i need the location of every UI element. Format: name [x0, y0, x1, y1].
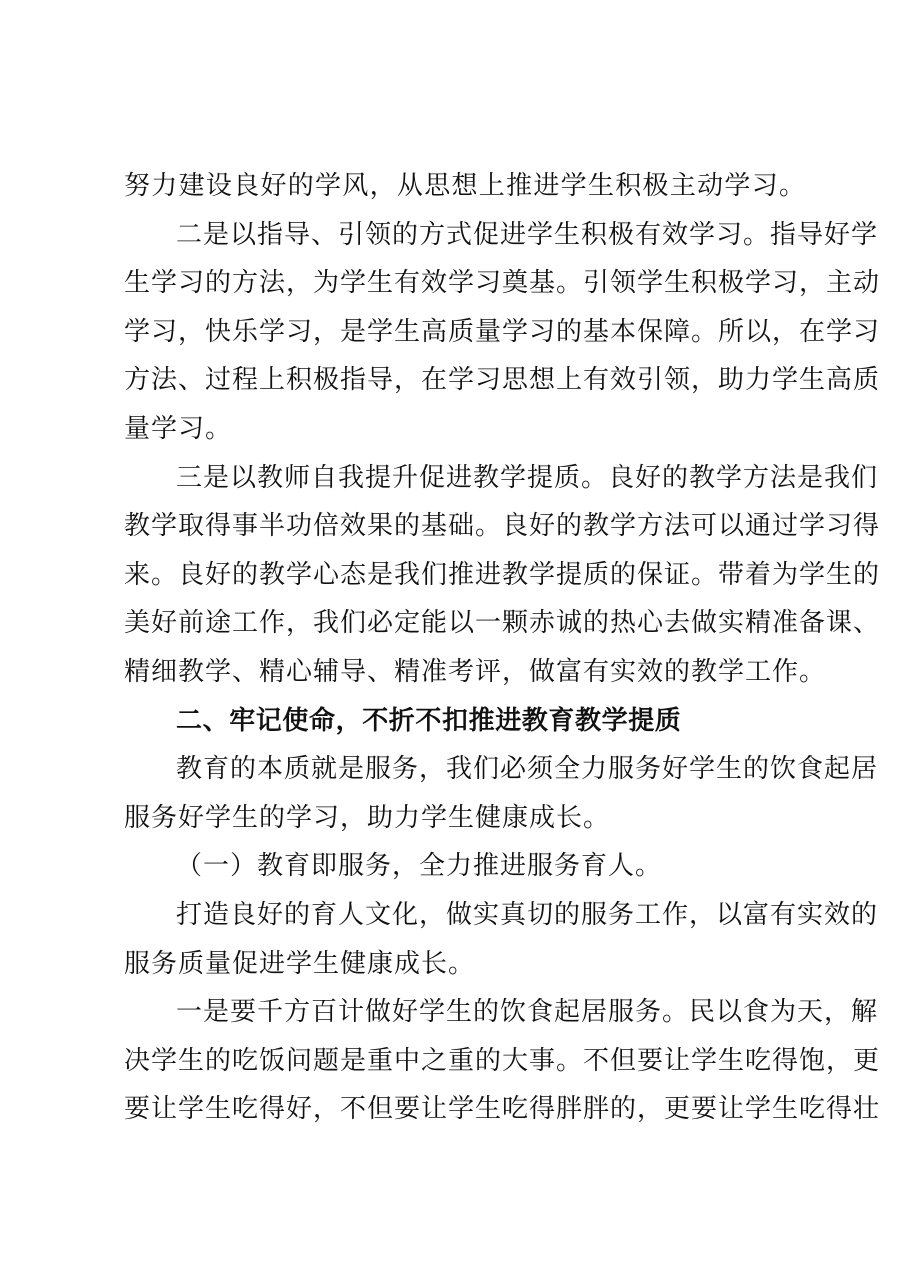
paragraph-line: 决学生的吃饭问题是重中之重的大事。不但要让学生吃得饱，更: [124, 1045, 881, 1076]
paragraph-line: 服务质量促进学生健康成长。: [124, 948, 476, 979]
document-body: [124, 162, 881, 1134]
paragraph-line: 学习，快乐学习，是学生高质量学习的基本保障。所以，在学习: [124, 316, 881, 347]
paragraph-line: 方法、过程上积极指导，在学习思想上有效引领，助力学生高质: [124, 365, 881, 396]
paragraph-line: 教学取得事半功倍效果的基础。良好的教学方法可以通过学习得: [124, 511, 881, 542]
paragraph-line: 一是要千方百计做好学生的饮食起居服务。民以食为天，解: [176, 997, 879, 1028]
section-heading: 二、牢记使命，不折不扣推进教育教学提质: [176, 705, 682, 736]
paragraph-line: 教育的本质就是服务，我们必须全力服务好学生的饮食起居: [176, 754, 879, 785]
paragraph-line: 生学习的方法，为学生有效学习奠基。引领学生积极学习，主动: [124, 268, 881, 299]
paragraph-line: 精细教学、精心辅导、精准考评，做富有实效的教学工作。: [124, 656, 827, 687]
paragraph-line: 量学习。: [124, 413, 233, 444]
paragraph-line: 要让学生吃得好，不但要让学生吃得胖胖的，更要让学生吃得壮: [124, 1094, 881, 1125]
paragraph-line: 二是以指导、引领的方式促进学生积极有效学习。指导好学: [176, 219, 879, 250]
paragraph-line: 努力建设良好的学风，从思想上推进学生积极主动学习。: [124, 171, 806, 201]
paragraph-line: 三是以教师自我提升促进教学提质。良好的教学方法是我们: [176, 462, 879, 493]
subsection-heading: （一）教育即服务，全力推进服务育人。: [176, 851, 663, 882]
paragraph-line: 服务好学生的学习，助力学生健康成长。: [124, 802, 611, 833]
paragraph-line: 美好前途工作，我们必定能以一颗赤诚的热心去做实精准备课、: [124, 608, 881, 639]
paragraph-line: 打造良好的育人文化，做实真切的服务工作，以富有实效的: [176, 899, 879, 930]
paragraph-line: 来。良好的教学心态是我们推进教学提质的保证。带着为学生的: [124, 559, 881, 590]
